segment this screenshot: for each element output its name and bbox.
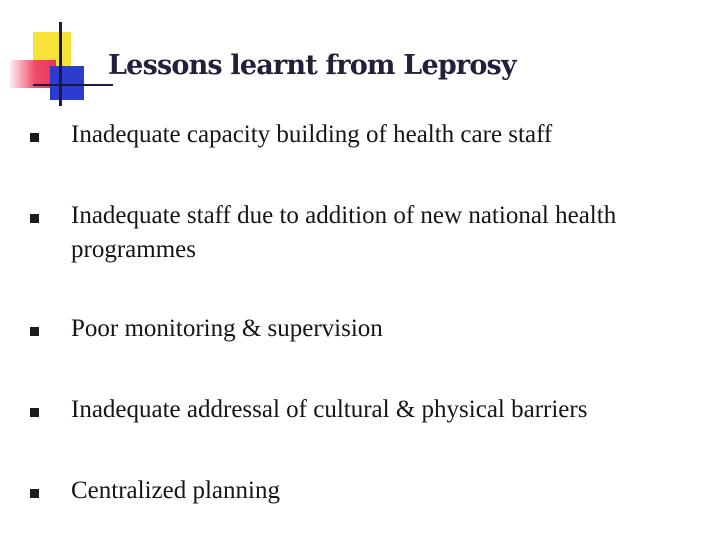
- bullet-square-icon: [30, 327, 39, 336]
- logo-blue-square: [50, 66, 84, 100]
- bullet-text: Inadequate addressal of cultural & physical barriers: [71, 396, 588, 423]
- logo-horizontal-line: [33, 84, 113, 86]
- decorative-logo-graphic: [0, 0, 110, 110]
- bullet-square-icon: [30, 408, 39, 417]
- bullet-square-icon: [30, 214, 39, 223]
- bullet-text: Inadequate staff due to addition of new national health programmes: [71, 202, 617, 263]
- bullet-text: Inadequate capacity building of health care staff: [71, 121, 553, 148]
- bullet-square-icon: [30, 133, 39, 142]
- bullet-text: Centralized planning: [71, 477, 280, 504]
- bullet-square-icon: [30, 489, 39, 498]
- logo-vertical-line: [59, 22, 62, 106]
- slide-title: Lessons learnt from Leprosy: [108, 50, 516, 81]
- bullet-text: Poor monitoring & supervision: [71, 315, 383, 342]
